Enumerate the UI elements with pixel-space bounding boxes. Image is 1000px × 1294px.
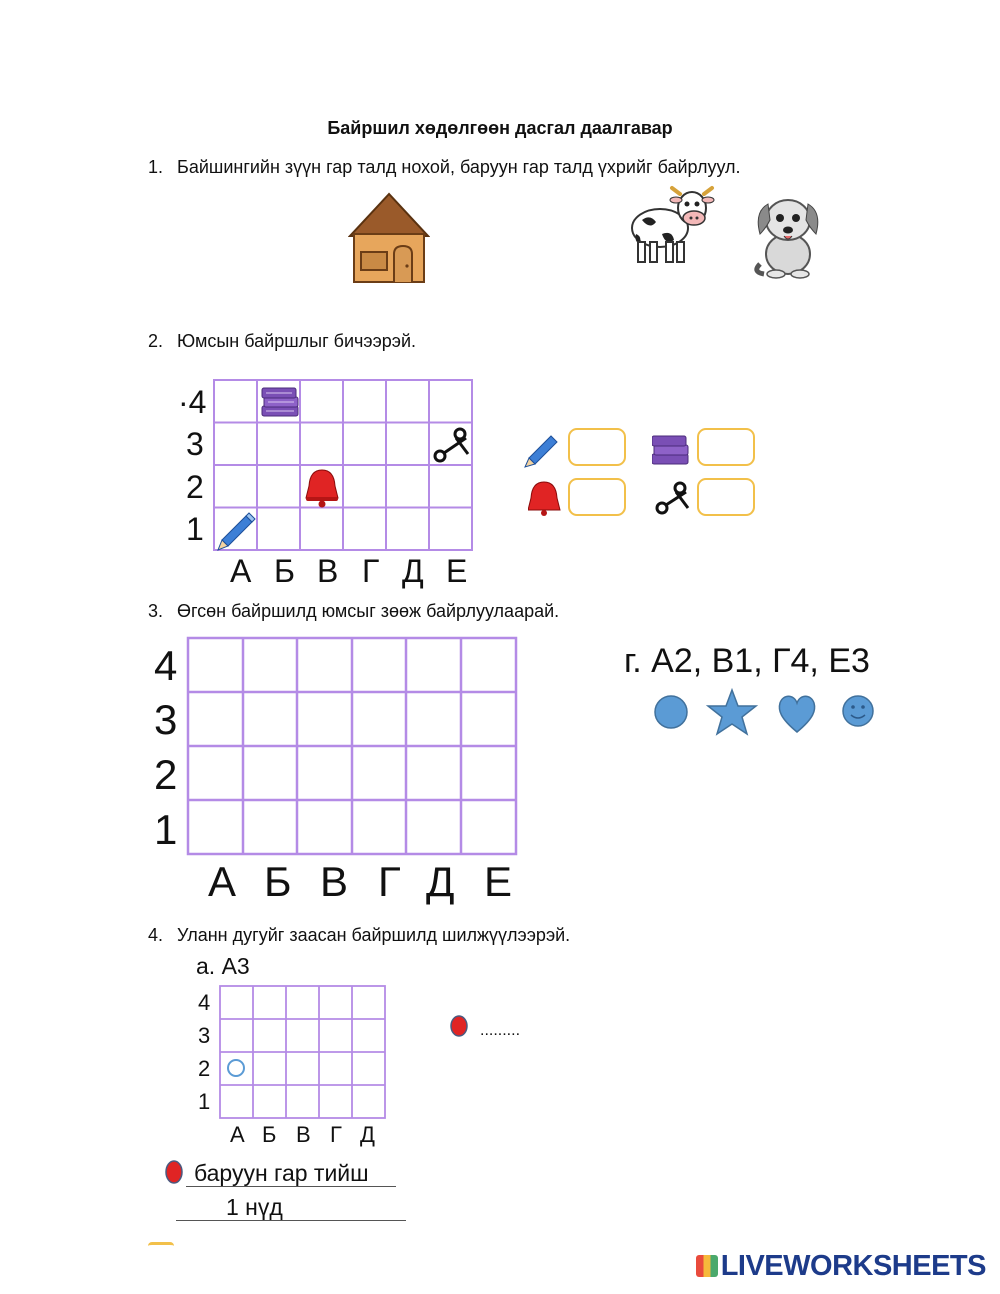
grid3-row-label: 3: [154, 696, 178, 743]
grid2-row-label: ·4: [178, 384, 207, 420]
grid2-col-label: Д: [402, 553, 424, 589]
grid4-row-label: 4: [198, 990, 211, 1015]
grid3-row-label: 2: [154, 751, 178, 798]
circle-icon[interactable]: [655, 696, 687, 728]
grid2-row-label: 1: [186, 511, 204, 547]
grid2-col-label: Б: [274, 553, 295, 589]
instruction-underline: [176, 1220, 406, 1221]
red-dot-icon: [163, 1158, 185, 1186]
grid3-col-label: Е: [484, 858, 513, 905]
grid4-label: а. А3: [196, 953, 250, 979]
task-text: Юмсын байршлыг бичээрэй.: [177, 331, 417, 351]
books-icon[interactable]: [262, 388, 298, 416]
grid4-col-label: Б: [262, 1122, 277, 1147]
grid4-col-label: Г: [330, 1122, 342, 1147]
task-number: 3.: [148, 601, 164, 621]
bell-icon[interactable]: [306, 470, 338, 508]
grid-task4: [192, 982, 392, 1150]
dog-icon[interactable]: [750, 190, 822, 280]
scissors-icon[interactable]: [435, 429, 468, 461]
logo-icon: [696, 1255, 718, 1277]
pencil-icon[interactable]: [218, 513, 255, 550]
heart-icon[interactable]: [779, 696, 814, 732]
task-text: Өгсөн байршилд юмсыг зөөж байрлуулаарай.: [177, 601, 560, 621]
grid4-row-label: 1: [198, 1089, 211, 1114]
grid2-col-label: В: [317, 553, 339, 589]
grid4-col-label: А: [230, 1122, 245, 1147]
instruction-line-2: 1 нүд: [226, 1194, 283, 1220]
grid3-col-label: Б: [264, 858, 292, 905]
positions-label: г. А2, В1, Г4, Е3: [624, 642, 870, 680]
house-icon: [348, 192, 430, 286]
grid3-row-label: 1: [154, 806, 178, 853]
red-dot-icon[interactable]: [449, 1013, 469, 1039]
answer-dots[interactable]: .........: [480, 1022, 521, 1039]
grid4-col-label: Д: [360, 1122, 375, 1147]
answer-box-bell[interactable]: [568, 478, 626, 516]
grid2-row-label: 2: [186, 469, 204, 505]
answer-box-books[interactable]: [697, 428, 755, 466]
answer-box-scissors[interactable]: [697, 478, 755, 516]
partial-shape: [148, 1242, 174, 1251]
answer-box-pencil[interactable]: [568, 428, 626, 466]
grid3-row-label: 4: [154, 642, 178, 689]
grid4-row-label: 2: [198, 1056, 211, 1081]
instruction-line-1: баруун гар тийш: [194, 1160, 369, 1186]
shape-row: [652, 688, 882, 736]
grid2-col-label: А: [230, 553, 252, 589]
grid4-col-label: В: [296, 1122, 311, 1147]
scissors-icon: [654, 480, 690, 516]
task-text: Байшингийн зүүн гар талд нохой, баруун гар талд үхрийг байрлуул.: [177, 157, 741, 177]
liveworksheets-logo: [696, 1250, 986, 1283]
grid3-col-label: В: [320, 858, 349, 905]
star-icon[interactable]: [708, 690, 756, 734]
grid3-col-label: Г: [378, 858, 401, 905]
task-1: [148, 157, 741, 178]
task-number: 4.: [148, 925, 164, 945]
books-icon: [652, 432, 690, 466]
page-title: Байршил хөдөлгөөн дасгал даалгавар: [327, 118, 673, 138]
grid2-row-label: 3: [186, 426, 204, 462]
grid3-col-label: Д: [426, 858, 455, 905]
logo-text: LIVEWORKSHEETS: [720, 1250, 986, 1282]
cow-icon[interactable]: [628, 184, 716, 266]
grid-task3: [150, 634, 530, 906]
grid3-cells[interactable]: [188, 638, 516, 854]
grid3-col-label: А: [208, 858, 237, 905]
bell-icon: [528, 480, 562, 516]
task-text: Уланн дугуйг заасан байршилд шилжүүлээрэй.: [177, 925, 571, 945]
task-3: [148, 601, 559, 622]
grid4-row-label: 3: [198, 1023, 211, 1048]
start-circle-icon: [228, 1060, 244, 1076]
task-4: [148, 925, 570, 946]
pencil-icon: [523, 432, 561, 468]
task-2: [148, 331, 416, 352]
smiley-icon[interactable]: [843, 696, 873, 726]
instruction-underline: [186, 1186, 396, 1187]
task-number: 1.: [148, 157, 164, 177]
grid2-col-label: Г: [362, 553, 380, 589]
task-number: 2.: [148, 331, 164, 351]
grid-task2: [170, 376, 480, 590]
grid2-col-label: Е: [446, 553, 468, 589]
